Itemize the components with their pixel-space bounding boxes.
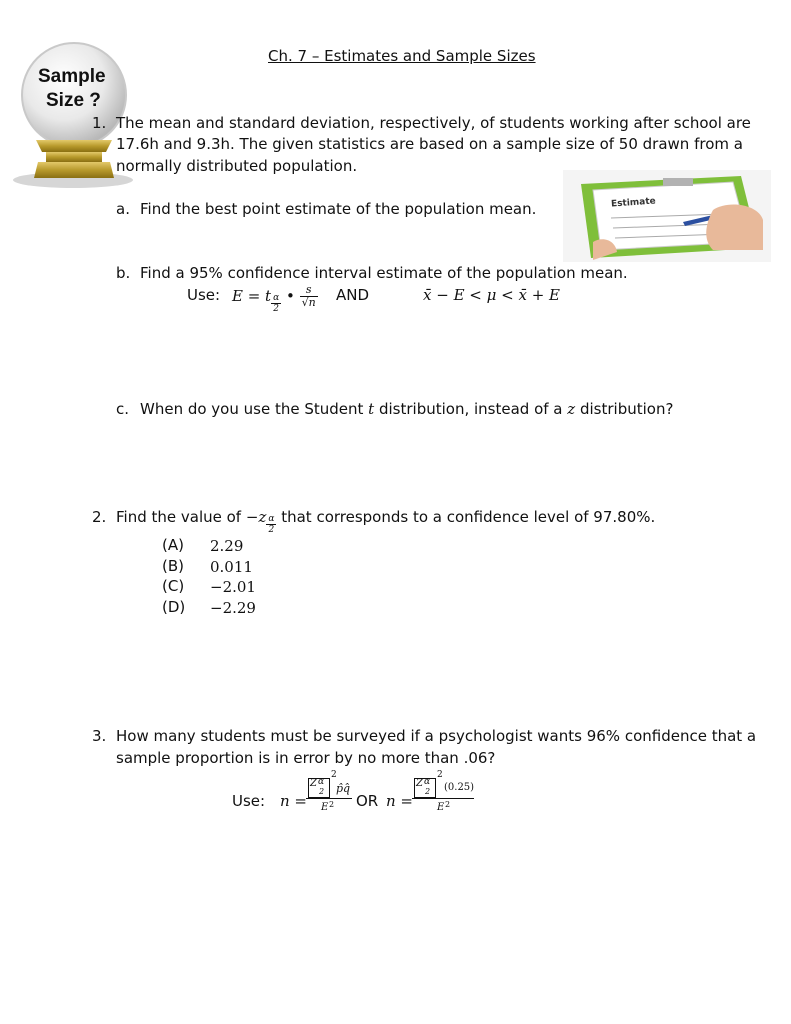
q1c-after: distribution?: [579, 400, 674, 418]
q2-option-b-value: 0.011: [210, 558, 253, 576]
page-title: Ch. 7 – Estimates and Sample Sizes: [268, 47, 536, 65]
constant-025: (0.25): [444, 782, 475, 793]
e-symbol: E: [321, 802, 329, 813]
q1b-label: b.: [116, 264, 131, 282]
q2-option-c-label: (C): [162, 577, 185, 595]
q3-use-label: Use:: [232, 792, 266, 810]
z-symbol: Z: [310, 778, 317, 789]
q1a-label: a.: [116, 200, 130, 218]
formula-e-equals-t: E = t: [232, 287, 272, 305]
q3-line2: sample proportion is in error by no more than .06?: [116, 749, 496, 767]
q2-option-d-label: (D): [162, 598, 186, 616]
badge-line1: Sample: [38, 66, 106, 87]
alpha-symbol: α: [424, 777, 431, 787]
two-symbol: 2: [425, 787, 431, 796]
badge-line2: Size ?: [46, 90, 101, 111]
q1c-middle: distribution, instead of a: [378, 400, 563, 418]
q2-number: 2.: [92, 508, 107, 526]
q3-n-equals-2: n =: [386, 792, 413, 810]
clipboard-pen-icon: [563, 170, 771, 262]
q1c-before: When do you use the Student: [140, 400, 364, 418]
e-symbol: E: [437, 802, 445, 813]
q1b-formula-margin: [232, 284, 318, 314]
form-heading: Estimate: [610, 196, 657, 210]
q2-option-d-value: −2.29: [210, 599, 256, 617]
q1c-text: [140, 400, 673, 418]
q1b-interval-formula: x̄ − E < μ < x̄ + E: [423, 286, 560, 304]
p-hat-q-hat: p̂q̂: [336, 782, 351, 795]
q2-before: Find the value of: [116, 508, 242, 526]
estimate-form-illustration: [563, 170, 771, 262]
q2-text: [116, 508, 655, 535]
alpha-over-2: $\frac{\alpha}{2}$: [268, 514, 275, 535]
q1b-and-label: AND: [336, 286, 370, 304]
z-symbol: Z: [416, 778, 423, 789]
exponent: 2: [437, 770, 443, 780]
q1a-text: Find the best point estimate of the population mean.: [140, 200, 537, 218]
q1c-label: c.: [116, 400, 130, 418]
q1-line1: The mean and standard deviation, respectively, of students working after school are: [116, 114, 751, 132]
q2-option-b-label: (B): [162, 557, 184, 575]
q1-line2: 17.6h and 9.3h. The given statistics are based on a sample size of 50 drawn from a: [116, 135, 743, 153]
dot-operator: •: [285, 287, 295, 305]
q3-number: 3.: [92, 727, 107, 745]
q1b-text: Find a 95% confidence interval estimate of the population mean.: [140, 264, 628, 282]
q1-line3: normally distributed population.: [116, 157, 358, 175]
q2-option-a-value: 2.29: [210, 537, 244, 555]
t-variable: t: [368, 400, 375, 418]
e-exponent: 2: [329, 800, 335, 809]
q2-option-c-value: −2.01: [210, 578, 256, 596]
alpha-over-2: $\frac{\alpha}{2}$: [273, 293, 280, 314]
q1-number: 1.: [92, 114, 107, 132]
q2-after: that corresponds to a confidence level of 97.80%.: [281, 508, 656, 526]
neg-z-symbol: −z: [245, 508, 267, 526]
q1b-use-label: Use:: [187, 286, 221, 304]
z-variable: z: [567, 400, 576, 418]
q3-or-label: OR: [356, 792, 379, 810]
exponent: 2: [331, 770, 337, 780]
q3-line1: How many students must be surveyed if a psychologist wants 96% confidence that a: [116, 727, 757, 745]
alpha-symbol: α: [318, 777, 325, 787]
q3-formula2-fraction: [412, 770, 476, 818]
s-over-sqrt-n: $\frac{s}{√n}$: [301, 283, 316, 309]
two-symbol: 2: [319, 787, 325, 796]
q2-option-a-label: (A): [162, 536, 184, 554]
q3-formula1-fraction: [306, 770, 354, 818]
e-exponent: 2: [445, 800, 451, 809]
q3-n-equals-1: n =: [280, 792, 307, 810]
